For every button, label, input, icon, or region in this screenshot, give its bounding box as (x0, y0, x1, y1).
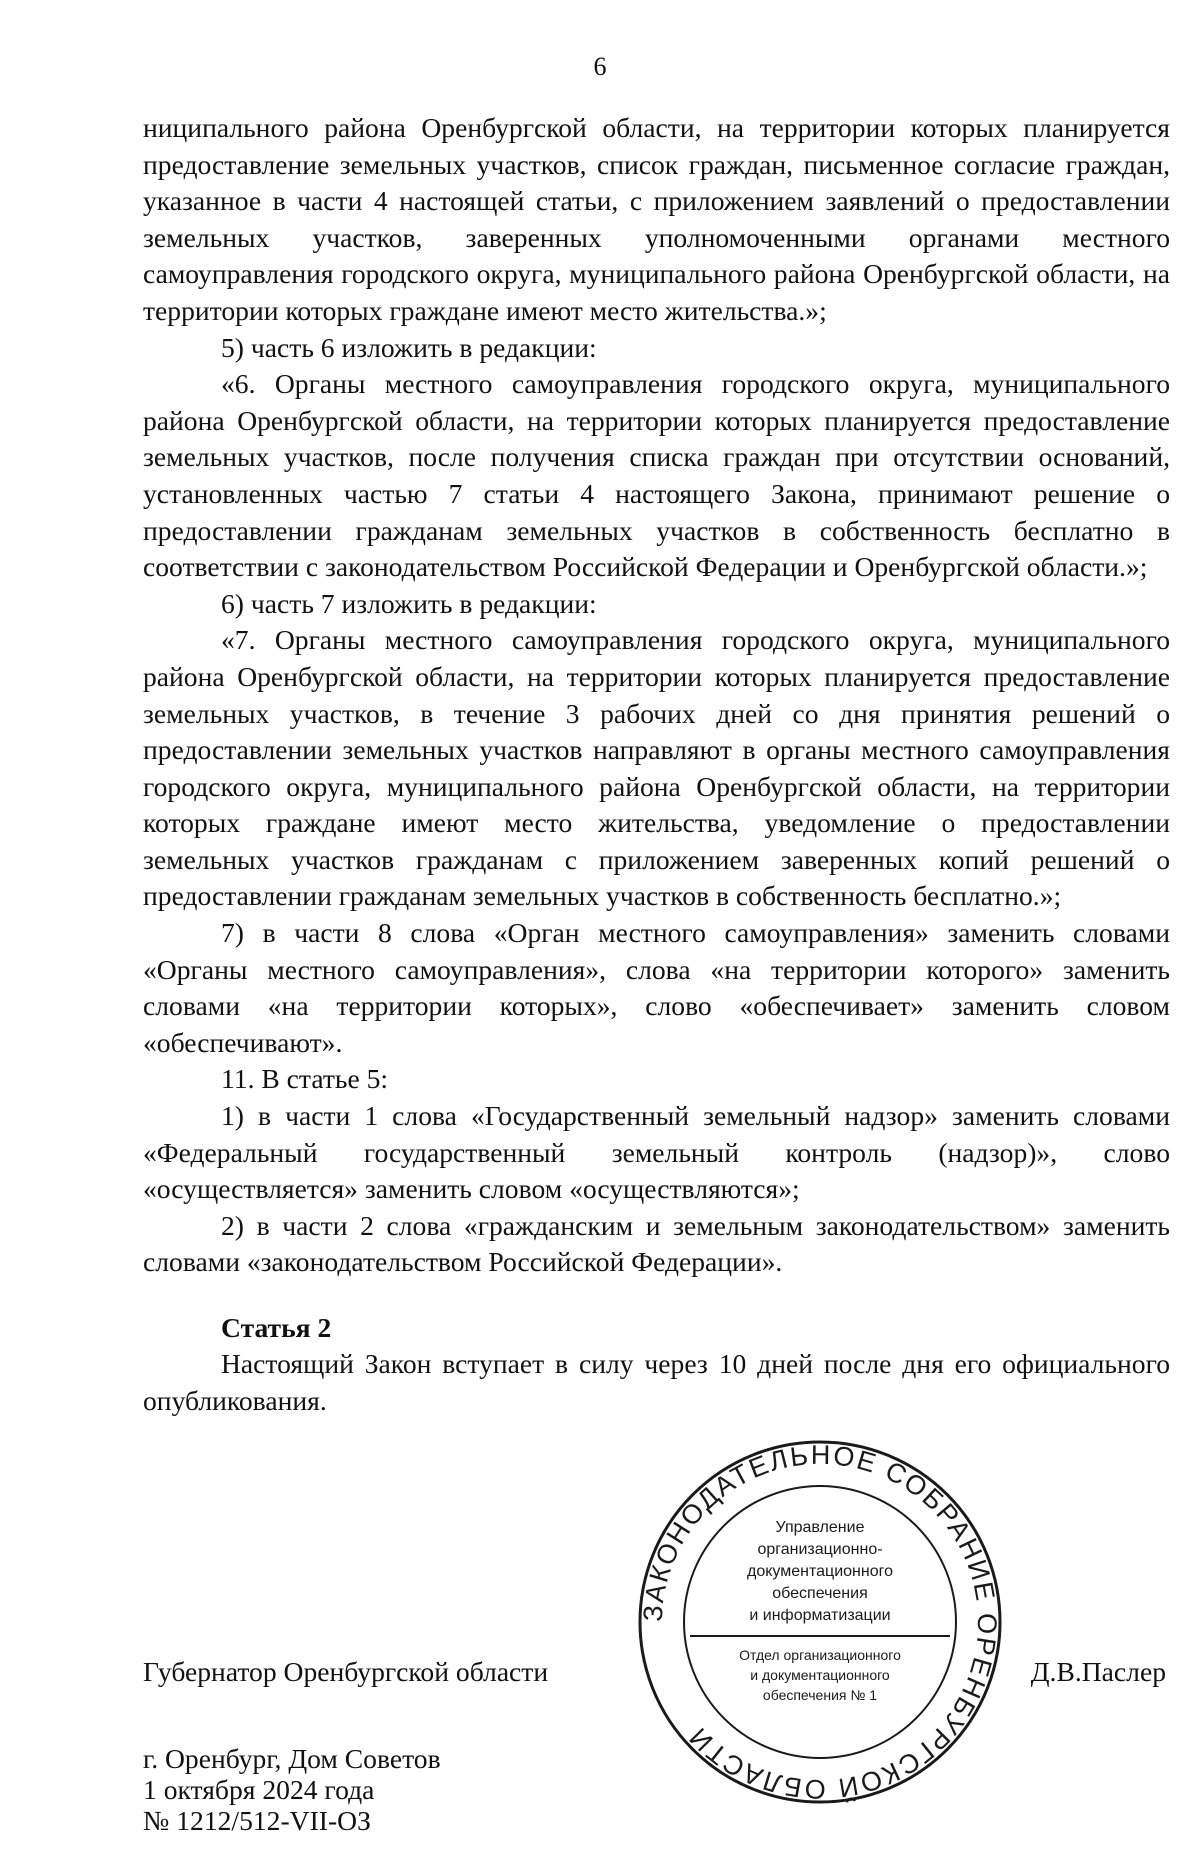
seal-upper-line-2: организационно- (757, 1541, 883, 1558)
page-number: 6 (593, 52, 607, 81)
seal-lower-line-3: обеспечения № 1 (762, 1687, 878, 1703)
signatory-name: Д.В.Паслер (1030, 1656, 1166, 1687)
article-2-heading: Статья 2 (221, 1312, 332, 1343)
paragraph-article-5-part-1: 1) в части 1 слова «Государственный земельный надзор» заменить словами «Федеральный государственный земельный контроль (надзор)», слово «осуществляется» заменить словом «осуществляются»; (143, 1100, 1170, 1205)
meta-place: г. Оренбург, Дом Советов (143, 1743, 441, 1774)
law-amendments-text (143, 110, 1170, 1281)
meta-number: № 1212/512-VII-ОЗ (143, 1805, 371, 1836)
article-2-text: Настоящий Закон вступает в силу через 10 дней после дня его официального опубликования. (143, 1348, 1170, 1416)
paragraph-part-7-text: «7. Органы местного самоуправления городского округа, муниципального района Оренбургской области, на территории которых планируется предоставление земельных участков, в течение 3 рабочих дней со дня принятия решений о предоставлении земельных участков направляют в органы местного самоуправления городского округа, муниципального района Оренбургской области, на территории которых граждане имеют место жительства, уведомление о предоставлении земельных участков гражданам с приложением заверенных копий решений о предоставлении гражданам земельных участков в собственность бесплатно.»; (143, 624, 1170, 912)
seal-upper-line-5: и информатизации (749, 1607, 891, 1624)
paragraph-item-5: 5) часть 6 изложить в редакции: (221, 331, 597, 363)
official-seal (630, 1432, 1010, 1812)
signatory-title: Губернатор Оренбургской области (143, 1656, 549, 1687)
seal-lower-line-2: и документационного (750, 1667, 890, 1683)
paragraph-item-7: 7) в части 8 слова «Орган местного самоуправления» заменить словами «Органы местного самоуправления», слова «на территории которого» заменить словами «на территории которых», слово «обеспечивает» заменить словом «обеспечивают». (143, 917, 1170, 1058)
paragraph-article-5-part-2: 2) в части 2 слова «гражданским и земельным законодательством» заменить словами «законодательством Российской Федерации». (143, 1209, 1170, 1278)
document-meta (143, 1743, 441, 1836)
paragraph-part-6-text: «6. Органы местного самоуправления городского округа, муниципального района Оренбургской области, на территории которых планируется предоставление земельных участков, после получения списка граждан при отсутствии оснований, установленных частью 7 статьи 4 настоящего Закона, принимают решение о предоставлении гражданам земельных участков в собственность бесплатно в соответствии с законодательством Российской Федерации и Оренбургской области.»; (143, 368, 1170, 583)
seal-upper-line-4: обеспечения (772, 1585, 868, 1602)
paragraph-continuation: ниципального района Оренбургской области, на территории которых планируется предоставление земельных участков, список граждан, письменное согласие граждан, указанное в части 4 настоящей статьи, с приложением заявлений о предоставлении земельных участков, заверенных уполномоченными органами местного самоуправления городского округа, муниципального района Оренбургской области, на территории которых граждане имеют место жительства.»; (143, 112, 1170, 326)
meta-date: 1 октября 2024 года (143, 1774, 375, 1805)
seal-upper-line-1: Управление (775, 1519, 865, 1536)
seal-ring-textpath: ЗАКОНОДАТЕЛЬНОЕ СОБРАНИЕ ОРЕНБУРГСКОЙ ОБЛАСТИ (637, 1439, 1003, 1805)
paragraph-item-6: 6) часть 7 изложить в редакции: (221, 587, 597, 619)
paragraph-section-11: 11. В статье 5: (221, 1063, 389, 1095)
seal-lower-line-1: Отдел организационного (739, 1647, 901, 1663)
seal-upper-line-3: документационного (747, 1563, 893, 1580)
